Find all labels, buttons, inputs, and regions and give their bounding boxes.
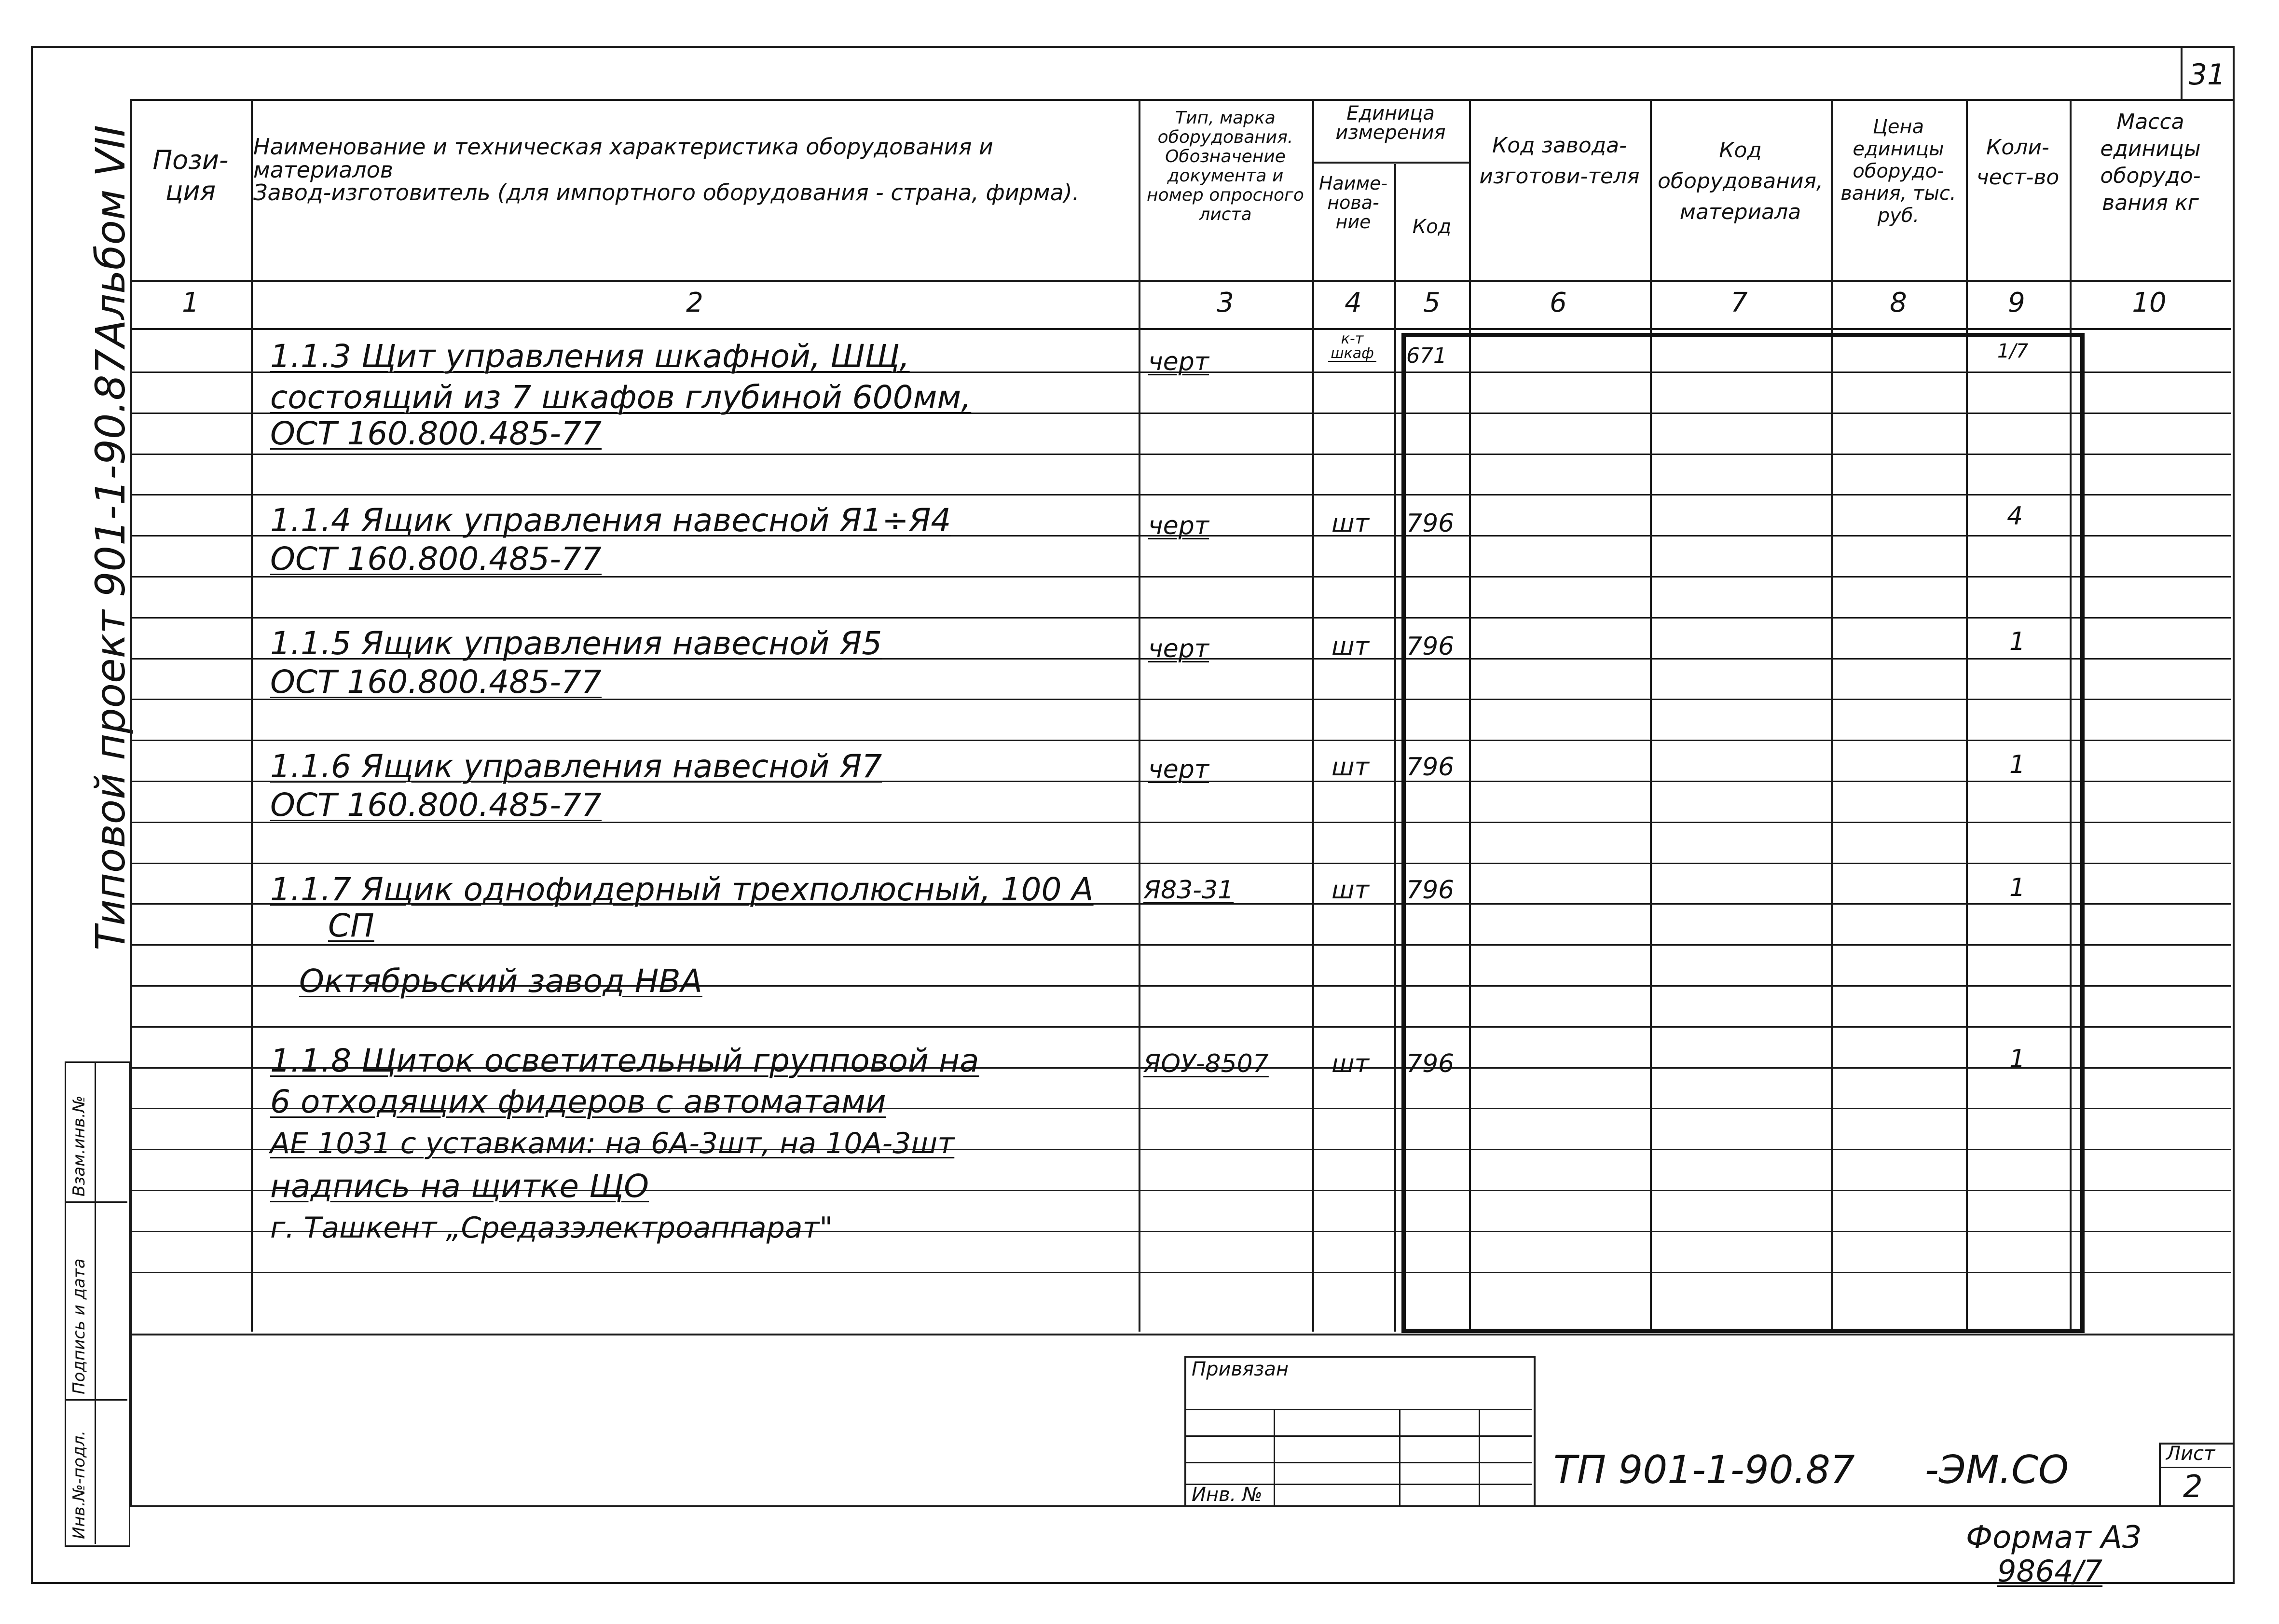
colnum-6: 6 bbox=[1550, 287, 1567, 318]
row-113-qty: 1/7 bbox=[1997, 340, 2029, 362]
header-name-line1: Наименование и техническая характеристика оборудования и материалов bbox=[253, 134, 993, 183]
row-113-line2: состоящий из 7 шкафов глубиной 600мм, bbox=[270, 379, 972, 416]
row-118-line5: г. Ташкент „Средазэлектроаппарат" bbox=[270, 1211, 833, 1245]
row-116-type: черт bbox=[1148, 755, 1209, 784]
row-118-type: ЯОУ-8507 bbox=[1143, 1049, 1269, 1078]
header-qty: Коли-чест-во bbox=[1976, 135, 2059, 190]
row-117-line1: 1.1.7 Ящик однофидерный трехполюсный, 100 А bbox=[270, 871, 1094, 908]
row-115-qty: 1 bbox=[2009, 627, 2026, 656]
row-117-line3: Октябрьский завод НВА bbox=[299, 963, 702, 1000]
colnum-2: 2 bbox=[686, 287, 703, 318]
row-113-unit bbox=[1316, 332, 1388, 362]
row-116-unit: шт bbox=[1332, 753, 1369, 782]
row-114-type: черт bbox=[1148, 511, 1209, 540]
row-118-line3: АЕ 1031 с уставками: на 6А-3шт, на 10А-3шт bbox=[270, 1127, 955, 1160]
page-number: 31 bbox=[2188, 58, 2226, 92]
privyazan-label: Привязан bbox=[1192, 1358, 1289, 1380]
stamp-box-vzam: Взам.инв.№ bbox=[69, 1095, 89, 1197]
sheet-label: Лист bbox=[2166, 1443, 2215, 1465]
row-114-qty: 4 bbox=[2007, 502, 2023, 531]
inv-no-label: Инв. № bbox=[1192, 1484, 1263, 1506]
header-name-line2: Завод-изготовитель (для импортного оборудования - страна, фирма). bbox=[253, 179, 1080, 206]
header-type: Тип, марка оборудования. Обозначение документа и номер опросного листа bbox=[1147, 108, 1304, 224]
row-114-code: 796 bbox=[1406, 509, 1455, 538]
row-115-unit: шт bbox=[1332, 632, 1369, 661]
colnum-3: 3 bbox=[1217, 287, 1234, 318]
colnum-5: 5 bbox=[1423, 287, 1441, 318]
header-position: Пози-ция bbox=[152, 145, 229, 206]
designation-suffix: -ЭМ.СО bbox=[1925, 1447, 2069, 1492]
row-114-line1: 1.1.4 Ящик управления навесной Я1÷Я4 bbox=[270, 502, 951, 539]
header-price: Цена единицы оборудо-вания, тыс. руб. bbox=[1840, 116, 1956, 227]
doc-number: 9864/7 bbox=[1997, 1554, 2103, 1589]
row-118-line4: надпись на щитке ЩО bbox=[270, 1168, 649, 1205]
title-block bbox=[130, 1332, 2235, 1507]
row-113-line3: ОСТ 160.800.485-77 bbox=[270, 415, 602, 452]
row-118-code: 796 bbox=[1406, 1049, 1455, 1078]
format-label: Формат А3 bbox=[1966, 1520, 2142, 1555]
project-label: Типовой проект 901-1-90.87 bbox=[87, 349, 134, 950]
row-118-unit: шт bbox=[1332, 1049, 1369, 1078]
row-113-line1: 1.1.3 Щит управления шкафной, ШЩ, bbox=[270, 338, 910, 375]
colnum-4: 4 bbox=[1345, 287, 1362, 318]
album-label: Альбом VII bbox=[87, 125, 134, 347]
row-113-unit-text: к-т шкаф bbox=[1328, 332, 1376, 362]
row-116-code: 796 bbox=[1406, 753, 1455, 782]
stamp-box-podpis: Подпись и дата bbox=[69, 1258, 89, 1394]
row-115-line1: 1.1.5 Ящик управления навесной Я5 bbox=[270, 625, 882, 662]
colnum-9: 9 bbox=[2008, 287, 2025, 318]
colnum-10: 10 bbox=[2132, 287, 2167, 318]
row-114-line2: ОСТ 160.800.485-77 bbox=[270, 540, 602, 578]
header-unit-group: Единица измерения bbox=[1335, 102, 1446, 144]
row-116-qty: 1 bbox=[2009, 750, 2026, 779]
row-117-qty: 1 bbox=[2009, 873, 2026, 902]
row-113-type: черт bbox=[1148, 347, 1209, 376]
row-115-code: 796 bbox=[1406, 632, 1455, 661]
row-118-line1: 1.1.8 Щиток осветительный групповой на bbox=[270, 1042, 979, 1079]
colnum-7: 7 bbox=[1730, 287, 1748, 318]
header-unit-name: Наиме-нова-ние bbox=[1318, 173, 1388, 233]
row-117-code: 796 bbox=[1406, 876, 1455, 905]
header-equip-code: Код оборудования, материала bbox=[1658, 138, 1823, 224]
row-118-qty: 1 bbox=[2009, 1045, 2026, 1073]
row-118-line2: 6 отходящих фидеров с автоматами bbox=[270, 1083, 886, 1120]
row-115-line2: ОСТ 160.800.485-77 bbox=[270, 663, 602, 701]
row-116-line2: ОСТ 160.800.485-77 bbox=[270, 786, 602, 824]
row-115-type: черт bbox=[1148, 634, 1209, 663]
header-unit-code: Код bbox=[1412, 216, 1452, 238]
header-factory-code: Код завода-изготови-теля bbox=[1479, 133, 1640, 189]
colnum-1: 1 bbox=[182, 287, 199, 318]
header-mass: Масса единицы оборудо-вания кг bbox=[2100, 110, 2201, 215]
row-114-unit: шт bbox=[1332, 509, 1369, 538]
stamp-box-inv: Инв.№-подл. bbox=[69, 1430, 89, 1539]
colnum-8: 8 bbox=[1890, 287, 1907, 318]
row-117-unit: шт bbox=[1332, 876, 1369, 905]
row-117-type: Я83-31 bbox=[1143, 876, 1234, 905]
designation: ТП 901-1-90.87 bbox=[1553, 1447, 1855, 1492]
row-113-code: 671 bbox=[1406, 344, 1447, 368]
sheet-number: 2 bbox=[2183, 1469, 2203, 1505]
row-117-line2: СП bbox=[328, 907, 374, 944]
row-116-line1: 1.1.6 Ящик управления навесной Я7 bbox=[270, 748, 882, 785]
highlight-block bbox=[1401, 333, 2085, 1333]
